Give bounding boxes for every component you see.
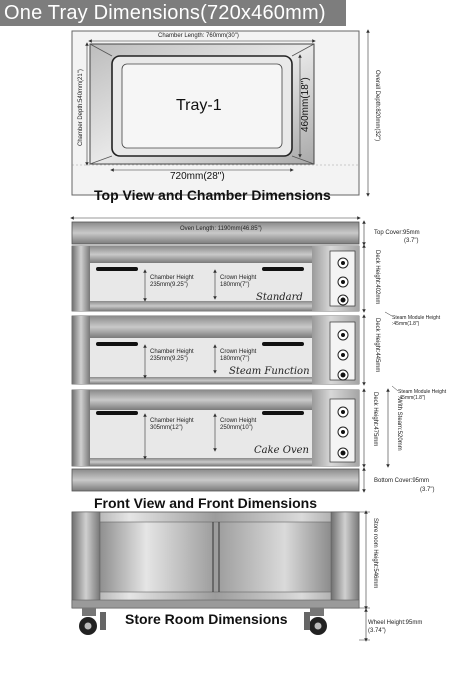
front-view-caption: Front View and Front Dimensions [94, 495, 317, 511]
steam-module-1-label: Steam Module Height [392, 315, 441, 321]
deck-2-crown-height-label: Crown Height [220, 349, 257, 355]
top-view-caption: Top View and Chamber Dimensions [94, 187, 331, 203]
top-cover-inch: (3.7") [404, 238, 419, 244]
deck-2-chamber-height-label: Chamber Height [150, 349, 194, 355]
tray-depth-label: 460mm(18") [300, 77, 311, 132]
deck-1-handle-left [96, 267, 138, 271]
deck-height-3-label: Deck Height:475mm [372, 392, 378, 447]
deck-1-crown-height-value: 180mm(7") [220, 282, 250, 288]
deck-1-handle-right [262, 267, 304, 271]
deck-3-handle-right [262, 411, 304, 415]
steam-module-2-value: :45mm(1.8") [398, 395, 426, 401]
deck-2-handle-right [262, 342, 304, 346]
chamber-depth-label: Chamber Depth:540mm(21") [78, 69, 84, 146]
deck-1-crown-height-label: Crown Height [220, 275, 257, 281]
bottom-cover-label: Bottom Cover:95mm [374, 478, 430, 484]
bottom-cover [72, 469, 359, 491]
deck-2-crown-height-value: 180mm(7") [220, 356, 250, 362]
wheel-height-label: Wheel Height:95mm [368, 620, 423, 626]
deck-1-chamber-height-label: Chamber Height [150, 275, 194, 281]
deck-2-handle-left [96, 342, 138, 346]
deck-2-chamber-height-value: 235mm(9.25") [150, 356, 188, 362]
deck-height-2-label: Deck Height:445mm [374, 318, 380, 373]
deck-3-chamber-height-value: 305mm(12") [150, 425, 183, 431]
tray-label: Tray-1 [176, 97, 222, 114]
deck-3-handle-left [96, 411, 138, 415]
tray-width-label: 720mm(28") [170, 171, 225, 182]
deck-1-name: Standard [256, 292, 303, 303]
deck-3-name: Cake Oven [254, 445, 309, 456]
deck-3-chamber-height-label: Chamber Height [150, 418, 194, 424]
deck-1-chamber-height-value: 235mm(9.25") [150, 282, 188, 288]
steam-module-2-label: Steam Module Height [398, 389, 447, 395]
deck-height-1-label: Deck Height:402mm [374, 250, 380, 305]
oven-length-label: Oven Length: 1190mm(46.85") [180, 226, 262, 232]
bottom-cover-inch: (3.7") [420, 487, 435, 493]
page-title: One Tray Dimensions(720x460mm) [4, 2, 326, 24]
deck-3-crown-height-value: 250mm(10") [220, 425, 253, 431]
chamber-length-label: Chamber Length: 760mm(30") [158, 33, 239, 39]
with-steam-label: With Steam:520mm [396, 398, 402, 451]
wheel-height-inch: (3.74") [368, 628, 386, 634]
store-room-height-label: Store room Height:546mm [372, 518, 378, 589]
steam-module-1-value: :45mm(1.8") [392, 321, 420, 327]
top-cover-label: Top Cover:95mm [374, 230, 420, 236]
store-room-caption: Store Room Dimensions [125, 611, 288, 627]
deck-3-crown-height-label: Crown Height [220, 418, 257, 424]
overall-depth-label: Overall Depth:820mm(32") [374, 70, 380, 142]
deck-2-name: Steam Function [229, 366, 310, 377]
